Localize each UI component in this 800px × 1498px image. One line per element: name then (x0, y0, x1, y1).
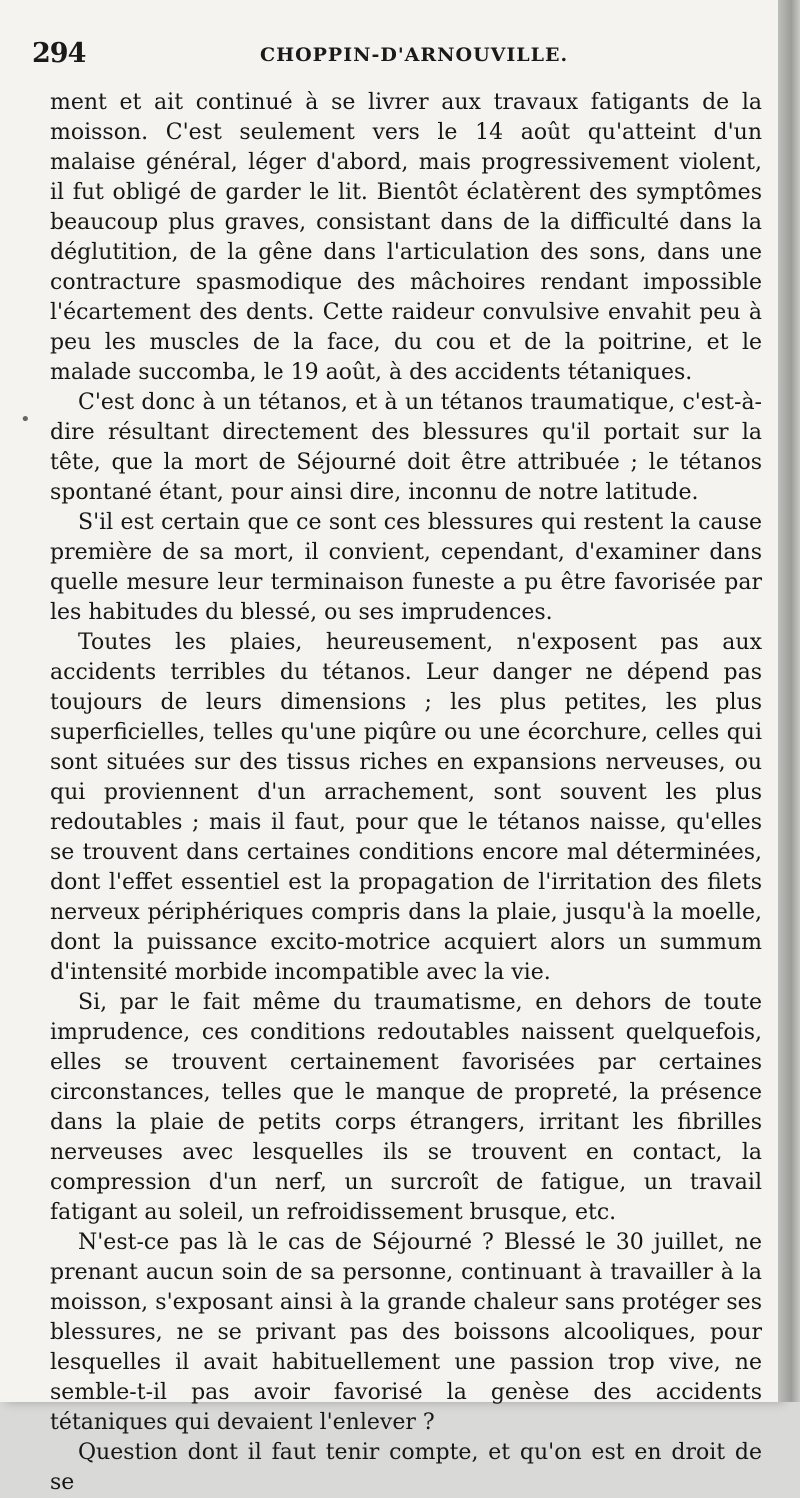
paragraph: Question dont il faut tenir compte, et qu'on est en droit de se (50, 1440, 762, 1495)
paragraph: ment et ait continué à se livrer aux travaux fatigants de la moisson. C'est seulement vers le 14 août qu'atteint d'un malaise général, léger d'abord, mais progressivement violent, il fut obligé de garder le lit. Bientôt éclatèrent des symptômes beaucoup plus graves, consistant dans de la difficulté dans la déglutition, de la gêne dans l'articulation des sons, dans une contracture spasmodique des mâchoires rendant impossible l'écartement des dents. Cette raideur convulsive envahit peu à peu les muscles de la face, du cou et de la poitrine, et le malade succomba, le 19 août, à des accidents tétaniques. (50, 90, 762, 385)
body-text (50, 88, 762, 1498)
running-head: CHOPPIN-D'ARNOUVILLE. (260, 44, 569, 66)
page-edge (778, 0, 800, 1402)
paragraph: Si, par le fait même du traumatisme, en dehors de toute imprudence, ces conditions redoutables naissent quelquefois, elles se trouvent certainement favorisées par certaines circonstances, telles que le manque de propreté, la présence dans la plaie de petits corps étrangers, irritant les fibrilles nerveuses avec lesquelles ils se trouvent en contact, la compression d'un nerf, un surcroît de fatigue, un travail fatigant au soleil, un refroidissement brusque, etc. (50, 990, 762, 1225)
paragraph: Toutes les plaies, heureusement, n'exposent pas aux accidents terribles du tétanos. Leur danger ne dépend pas toujours de leurs dimensions ; les plus petites, les plus superficielles, telles qu'une piqûre ou une écorchure, celles qui sont situées sur des tissus riches en expansions nerveuses, ou qui proviennent d'un arrachement, sont souvent les plus redoutables ; mais il faut, pour que le tétanos naisse, qu'elles se trouvent dans certaines conditions encore mal déterminées, dont l'effet essentiel est la propagation de l'irritation des filets nerveux périphériques compris dans la plaie, jusqu'à la moelle, dont la puissance excito-motrice acquiert alors un summum d'intensité morbide incompatible avec la vie. (50, 630, 762, 985)
paragraph: C'est donc à un tétanos, et à un tétanos traumatique, c'est-à-dire résultant directement des blessures qu'il portait sur la tête, que la mort de Séjourné doit être attribuée ; le tétanos spontané étant, pour ainsi dire, inconnu de notre latitude. (50, 390, 762, 505)
paragraph: N'est-ce pas là le cas de Séjourné ? Blessé le 30 juillet, ne prenant aucun soin de sa personne, continuant à travailler à la moisson, s'exposant ainsi à la grande chaleur sans protéger ses blessures, ne se privant pas des boissons alcooliques, pour lesquelles il avait habituellement une passion trop vive, ne semble-t-il pas avoir favorisé la genèse des accidents tétaniques qui devaient l'enlever ? (50, 1230, 762, 1435)
page-header (30, 36, 760, 76)
paragraph: S'il est certain que ce sont ces blessures qui restent la cause première de sa mort, il convient, cependant, d'examiner dans quelle mesure leur terminaison funeste a pu être favorisée par les habitudes du blessé, ou ses imprudences. (50, 510, 762, 625)
margin-mark-icon: • (20, 409, 31, 430)
page-number: 294 (32, 38, 86, 69)
